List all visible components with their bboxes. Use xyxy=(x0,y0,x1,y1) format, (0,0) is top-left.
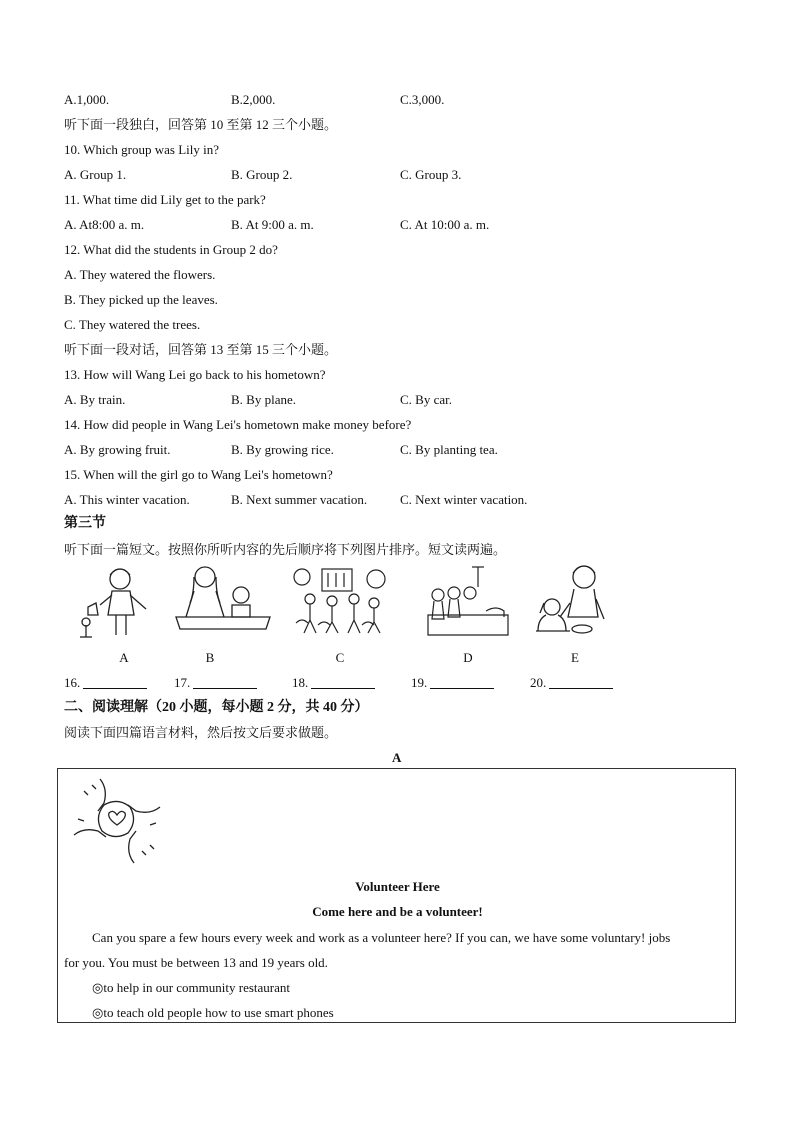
part-2-heading: 二、阅读理解（20 小题，每小题 2 分，共 40 分） xyxy=(64,700,369,715)
answer-blank-17[interactable] xyxy=(174,675,257,691)
blank-number-20: 20. xyxy=(530,675,547,690)
question-12: 12. What did the students in Group 2 do? xyxy=(64,242,278,257)
option-a: A.1,000. xyxy=(64,92,110,107)
q10-option-c: C. Group 3. xyxy=(400,167,462,182)
section-3-instruction: 听下面一篇短文。按照你所听内容的先后顺序将下列图片排序。短文读两遍。 xyxy=(64,542,507,557)
volunteer-ad-box xyxy=(57,768,736,1023)
question-15: 15. When will the girl go to Wang Lei's hometown? xyxy=(64,467,333,482)
q11-option-b: B. At 9:00 a. m. xyxy=(231,217,314,232)
q13-option-c: C. By car. xyxy=(400,392,452,407)
picture-c-children-in-city xyxy=(292,563,390,635)
q14-option-c: C. By planting tea. xyxy=(400,442,498,457)
blank-number-16: 16. xyxy=(64,675,81,690)
answer-blank-20[interactable] xyxy=(530,675,613,691)
q12-option-c: C. They watered the trees. xyxy=(64,317,201,332)
picture-d-hospital-visit xyxy=(426,563,510,639)
q12-option-b: B. They picked up the leaves. xyxy=(64,292,218,307)
picture-e-boy-feeding-dog xyxy=(530,563,614,637)
q15-option-b: B. Next summer vacation. xyxy=(231,492,368,507)
answer-blank-18[interactable] xyxy=(292,675,375,691)
q12-option-a: A. They watered the flowers. xyxy=(64,267,216,282)
blank-number-19: 19. xyxy=(411,675,428,690)
monologue-intro: 听下面一段独白，回答第 10 至第 12 三个小题。 xyxy=(64,117,338,132)
question-13: 13. How will Wang Lei go back to his hometown? xyxy=(64,367,326,382)
q14-option-a: A. By growing fruit. xyxy=(64,442,171,457)
picture-a-girl-watering-flower xyxy=(76,563,158,641)
blank-number-17: 17. xyxy=(174,675,191,690)
ad-subtitle: Come here and be a volunteer! xyxy=(312,904,483,919)
picture-label-b: B xyxy=(205,650,215,665)
q11-option-a: A. At8:00 a. m. xyxy=(64,217,145,232)
option-b: B.2,000. xyxy=(231,92,276,107)
passage-letter: A xyxy=(392,750,402,765)
question-14: 14. How did people in Wang Lei's hometown make money before? xyxy=(64,417,412,432)
q11-option-c: C. At 10:00 a. m. xyxy=(400,217,490,232)
q10-option-a: A. Group 1. xyxy=(64,167,127,182)
blank-number-18: 18. xyxy=(292,675,309,690)
picture-b-teacher-and-student xyxy=(172,563,272,635)
question-10: 10. Which group was Lily in? xyxy=(64,142,220,157)
holding-hands-heart-icon xyxy=(70,775,164,867)
q14-option-b: B. By growing rice. xyxy=(231,442,334,457)
ad-item-restaurant: ◎to help in our community restaurant xyxy=(92,980,290,995)
ad-paragraph-line-1: Can you spare a few hours every week and work as a volunteer here? If you can, we have some voluntary! jobs xyxy=(92,930,671,945)
answer-blank-19[interactable] xyxy=(411,675,494,691)
q15-option-a: A. This winter vacation. xyxy=(64,492,190,507)
answer-blank-16[interactable] xyxy=(64,675,147,691)
picture-label-a: A xyxy=(119,650,129,665)
ad-item-smart-phones: ◎to teach old people how to use smart phones xyxy=(92,1005,334,1020)
option-c: C.3,000. xyxy=(400,92,445,107)
picture-label-e: E xyxy=(571,650,579,665)
ad-paragraph-line-2: for you. You must be between 13 and 19 years old. xyxy=(64,955,328,970)
q10-option-b: B. Group 2. xyxy=(231,167,293,182)
dialogue-intro: 听下面一段对话，回答第 13 至第 15 三个小题。 xyxy=(64,342,338,357)
q15-option-c: C. Next winter vacation. xyxy=(400,492,528,507)
ad-title: Volunteer Here xyxy=(355,879,440,894)
picture-label-c: C xyxy=(335,650,345,665)
section-3-heading: 第三节 xyxy=(64,516,106,531)
part-2-instruction: 阅读下面四篇语言材料，然后按文后要求做题。 xyxy=(64,725,338,740)
picture-label-d: D xyxy=(463,650,473,665)
q13-option-b: B. By plane. xyxy=(231,392,296,407)
question-11: 11. What time did Lily get to the park? xyxy=(64,192,266,207)
q13-option-a: A. By train. xyxy=(64,392,126,407)
